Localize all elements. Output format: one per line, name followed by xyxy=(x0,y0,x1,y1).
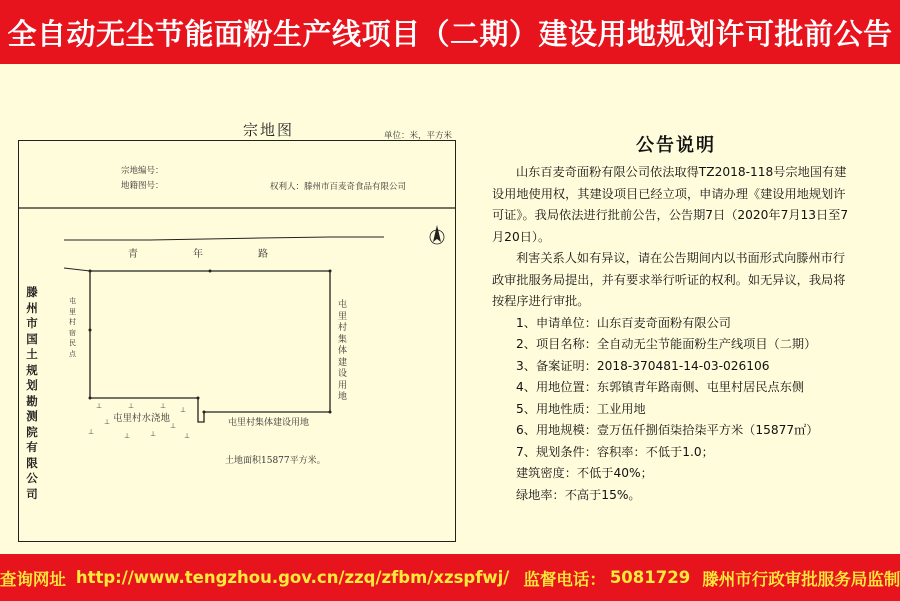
field-symbol: ⊥ xyxy=(88,428,95,436)
road-label-2: 年 xyxy=(193,249,203,260)
field-symbol: ⊥ xyxy=(170,422,177,430)
field-symbol: ⊥ xyxy=(96,402,103,410)
road-edge-north xyxy=(64,237,384,240)
east-collective-land-label: 屯里村集体建设用地 xyxy=(337,300,347,402)
notice-title: 公告说明 xyxy=(636,135,716,156)
field-symbol: ⊥ xyxy=(184,432,191,440)
query-url-link[interactable]: http://www.tengzhou.gov.cn/zzq/zfbm/xzspfwj/ xyxy=(75,568,510,587)
notice-item-land-use: 5、用地性质：工业用地 xyxy=(516,401,646,416)
notice-item-project: 2、项目名称：全自动无尘节能面粉生产线项目（二期） xyxy=(516,337,817,351)
owner-label: 权利人：滕州市百麦奇食品有限公司 xyxy=(270,182,407,192)
north-arrow-icon xyxy=(430,225,444,244)
field-symbol: ⊥ xyxy=(104,418,111,426)
field-symbol: ⊥ xyxy=(150,430,157,438)
map-title: 宗地图 xyxy=(243,121,295,139)
surveying-institute-label: 滕州市国土规划勘测院有限公司 xyxy=(26,285,38,501)
field-symbol: ⊥ xyxy=(124,432,131,440)
boundary-points xyxy=(89,270,332,414)
phone-label: 监督电话： xyxy=(523,569,606,589)
notice-item-scale: 6、用地规模：壹万伍仟捌佰柒拾柒平方米（15877㎡） xyxy=(516,423,819,437)
field-symbol: ⊥ xyxy=(180,406,187,414)
south-collective-land-label: 屯里村集体建设用地 xyxy=(228,418,310,428)
notice-body xyxy=(492,162,850,506)
road-label-1: 青 xyxy=(128,249,138,260)
field-symbol: ⊥ xyxy=(128,402,135,410)
notice-paragraph-1: 山东百麦奇面粉有限公司依法取得TZ2018-118号宗地国有建设用地使用权，其建设项目已经立项，申请办理《建设用地规划许可证》。我局依法进行批前公告，公告期7日（2020年7月13日至7月20日）。 xyxy=(492,165,849,244)
notice-item-applicant: 1、申请单位：山东百麦奇面粉有限公司 xyxy=(516,315,731,330)
notice-item-filing: 3、备案证明：2018-370481-14-03-026106 xyxy=(516,358,770,373)
notice-item-conditions: 7、规划条件：容积率：不低于1.0； xyxy=(516,444,714,459)
header-title: 全自动无尘节能面粉生产线项目（二期）建设用地规划许可批前公告 xyxy=(7,16,893,51)
parcel-number-label: 宗地编号： xyxy=(121,166,164,176)
west-residential-label: 屯里村宿民点 xyxy=(69,297,76,358)
notice-item-location: 4、用地位置：东郭镇青年路南侧、屯里村居民点东侧 xyxy=(516,380,805,394)
irrigated-land-label: 屯里村水浇地 xyxy=(113,413,171,424)
land-area-label: 土地面积15877平方米。 xyxy=(225,456,326,466)
notice-paragraph-2: 利害关系人如有异议，请在公告期间内以书面形式向滕州市行政审批服务局提出，并有要求举行听证的权利。如无异议，我局将按程序进行审批。 xyxy=(492,251,846,308)
notice-footer-banner xyxy=(0,554,900,601)
field-symbol: ⊥ xyxy=(160,402,167,410)
map-number-label: 地籍图号： xyxy=(121,181,164,191)
notice-building-density: 建筑密度：不低于40%； xyxy=(516,466,653,480)
supervisor-label: 滕州市行政审批服务局监制 xyxy=(702,569,900,589)
road-label-3: 路 xyxy=(258,249,268,260)
phone-number: 5081729 xyxy=(609,568,691,587)
parcel-boundary xyxy=(90,271,330,422)
map-unit: 单位：米，平方米 xyxy=(384,131,453,141)
url-label: 查询网址 xyxy=(0,569,66,589)
notice-green-ratio: 绿地率：不高于15%。 xyxy=(516,487,641,502)
